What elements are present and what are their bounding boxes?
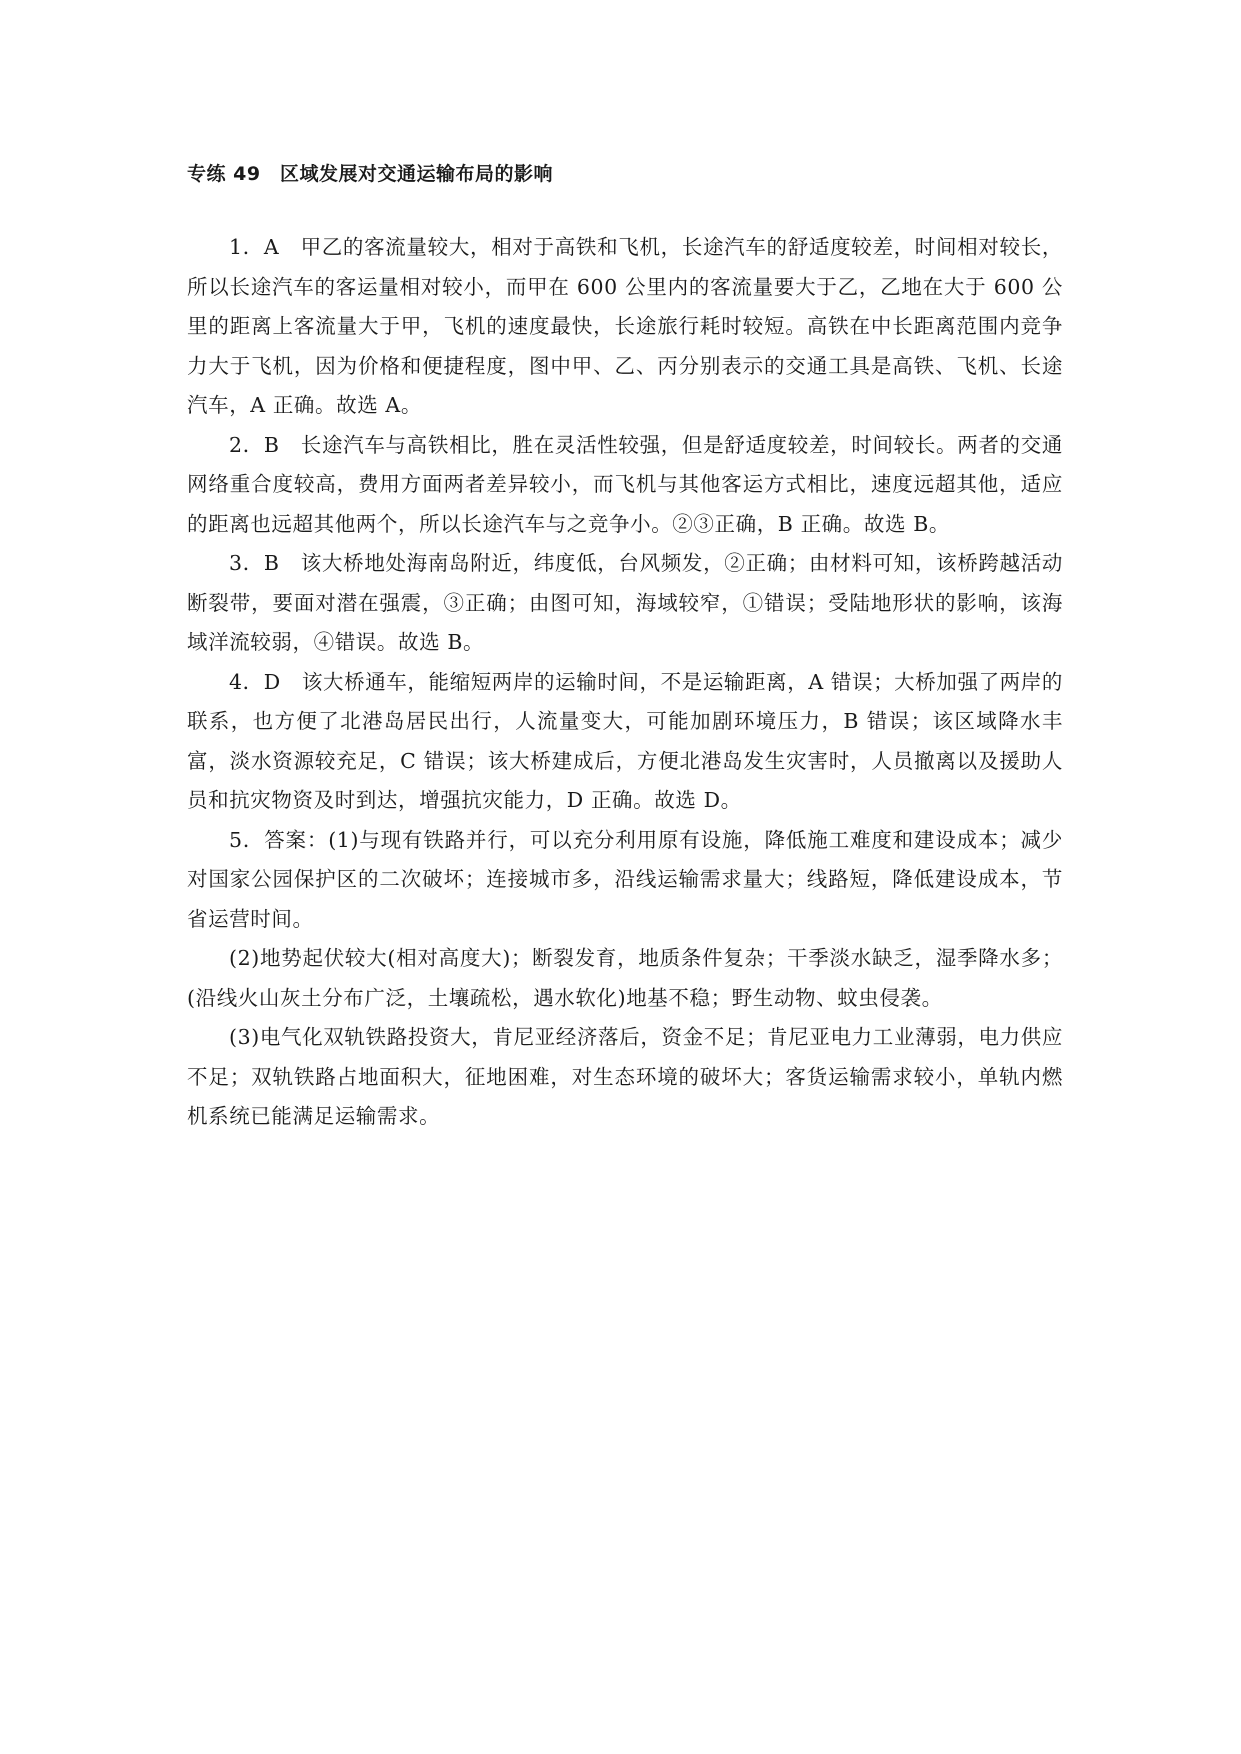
answer-paragraph-4: 4．D 该大桥通车，能缩短两岸的运输时间，不是运输距离，A 错误；大桥加强了两岸的联系，也方便了北港岛居民出行，人流量变大，可能加剧环境压力，B 错误；该区域降水丰富，淡水资源较充足，C 错误；该大桥建成后，方便北港岛发生灾害时，人员撤离以及援助人员和抗灾物资及时到达，增强抗灾能力，D 正确。故选 D。 xyxy=(187,669,1063,812)
answer-body xyxy=(187,228,1063,1137)
page-title: 专练 49 区域发展对交通运输布局的影响 xyxy=(187,163,554,185)
answer-paragraph-5-part-2: (2)地势起伏较大(相对高度大)；断裂发育，地质条件复杂；干季淡水缺乏，湿季降水多；(沿线火山灰土分布广泛，土壤疏松，遇水软化)地基不稳；野生动物、蚊虫侵袭。 xyxy=(187,946,1063,1010)
answer-paragraph-1: 1．A 甲乙的客流量较大，相对于高铁和飞机，长途汽车的舒适度较差，时间相对较长，所以长途汽车的客运量相对较小，而甲在 600 公里内的客流量要大于乙，乙地在大于 600 公里的距离上客流量大于甲，飞机的速度最快，长途旅行耗时较短。高铁在中长距离范围内竞争力大于飞机，因为价格和便捷程度，图中甲、乙、丙分别表示的交通工具是高铁、飞机、长途汽车，A 正确。故选 A。 xyxy=(187,235,1063,417)
answer-paragraph-2: 2．B 长途汽车与高铁相比，胜在灵活性较强，但是舒适度较差，时间较长。两者的交通网络重合度较高，费用方面两者差异较小，而飞机与其他客运方式相比，速度远超其他，适应的距离也远超其他两个，所以长途汽车与之竞争小。②③正确，B 正确。故选 B。 xyxy=(187,432,1063,536)
answer-paragraph-3: 3．B 该大桥地处海南岛附近，纬度低，台风频发，②正确；由材料可知，该桥跨越活动断裂带，要面对潜在强震，③正确；由图可知，海域较窄，①错误；受陆地形状的影响，该海域洋流较弱，④错误。故选 B。 xyxy=(187,551,1063,654)
answer-paragraph-5-part-3: (3)电气化双轨铁路投资大，肯尼亚经济落后，资金不足；肯尼亚电力工业薄弱，电力供应不足；双轨铁路占地面积大，征地困难，对生态环境的破坏大；客货运输需求较小，单轨内燃机系统已能满足运输需求。 xyxy=(187,1025,1063,1128)
answer-paragraph-5: 5．答案：(1)与现有铁路并行，可以充分利用原有设施，降低施工难度和建设成本；减少对国家公园保护区的二次破坏；连接城市多，沿线运输需求量大；线路短，降低建设成本，节省运营时间。 xyxy=(187,827,1063,931)
